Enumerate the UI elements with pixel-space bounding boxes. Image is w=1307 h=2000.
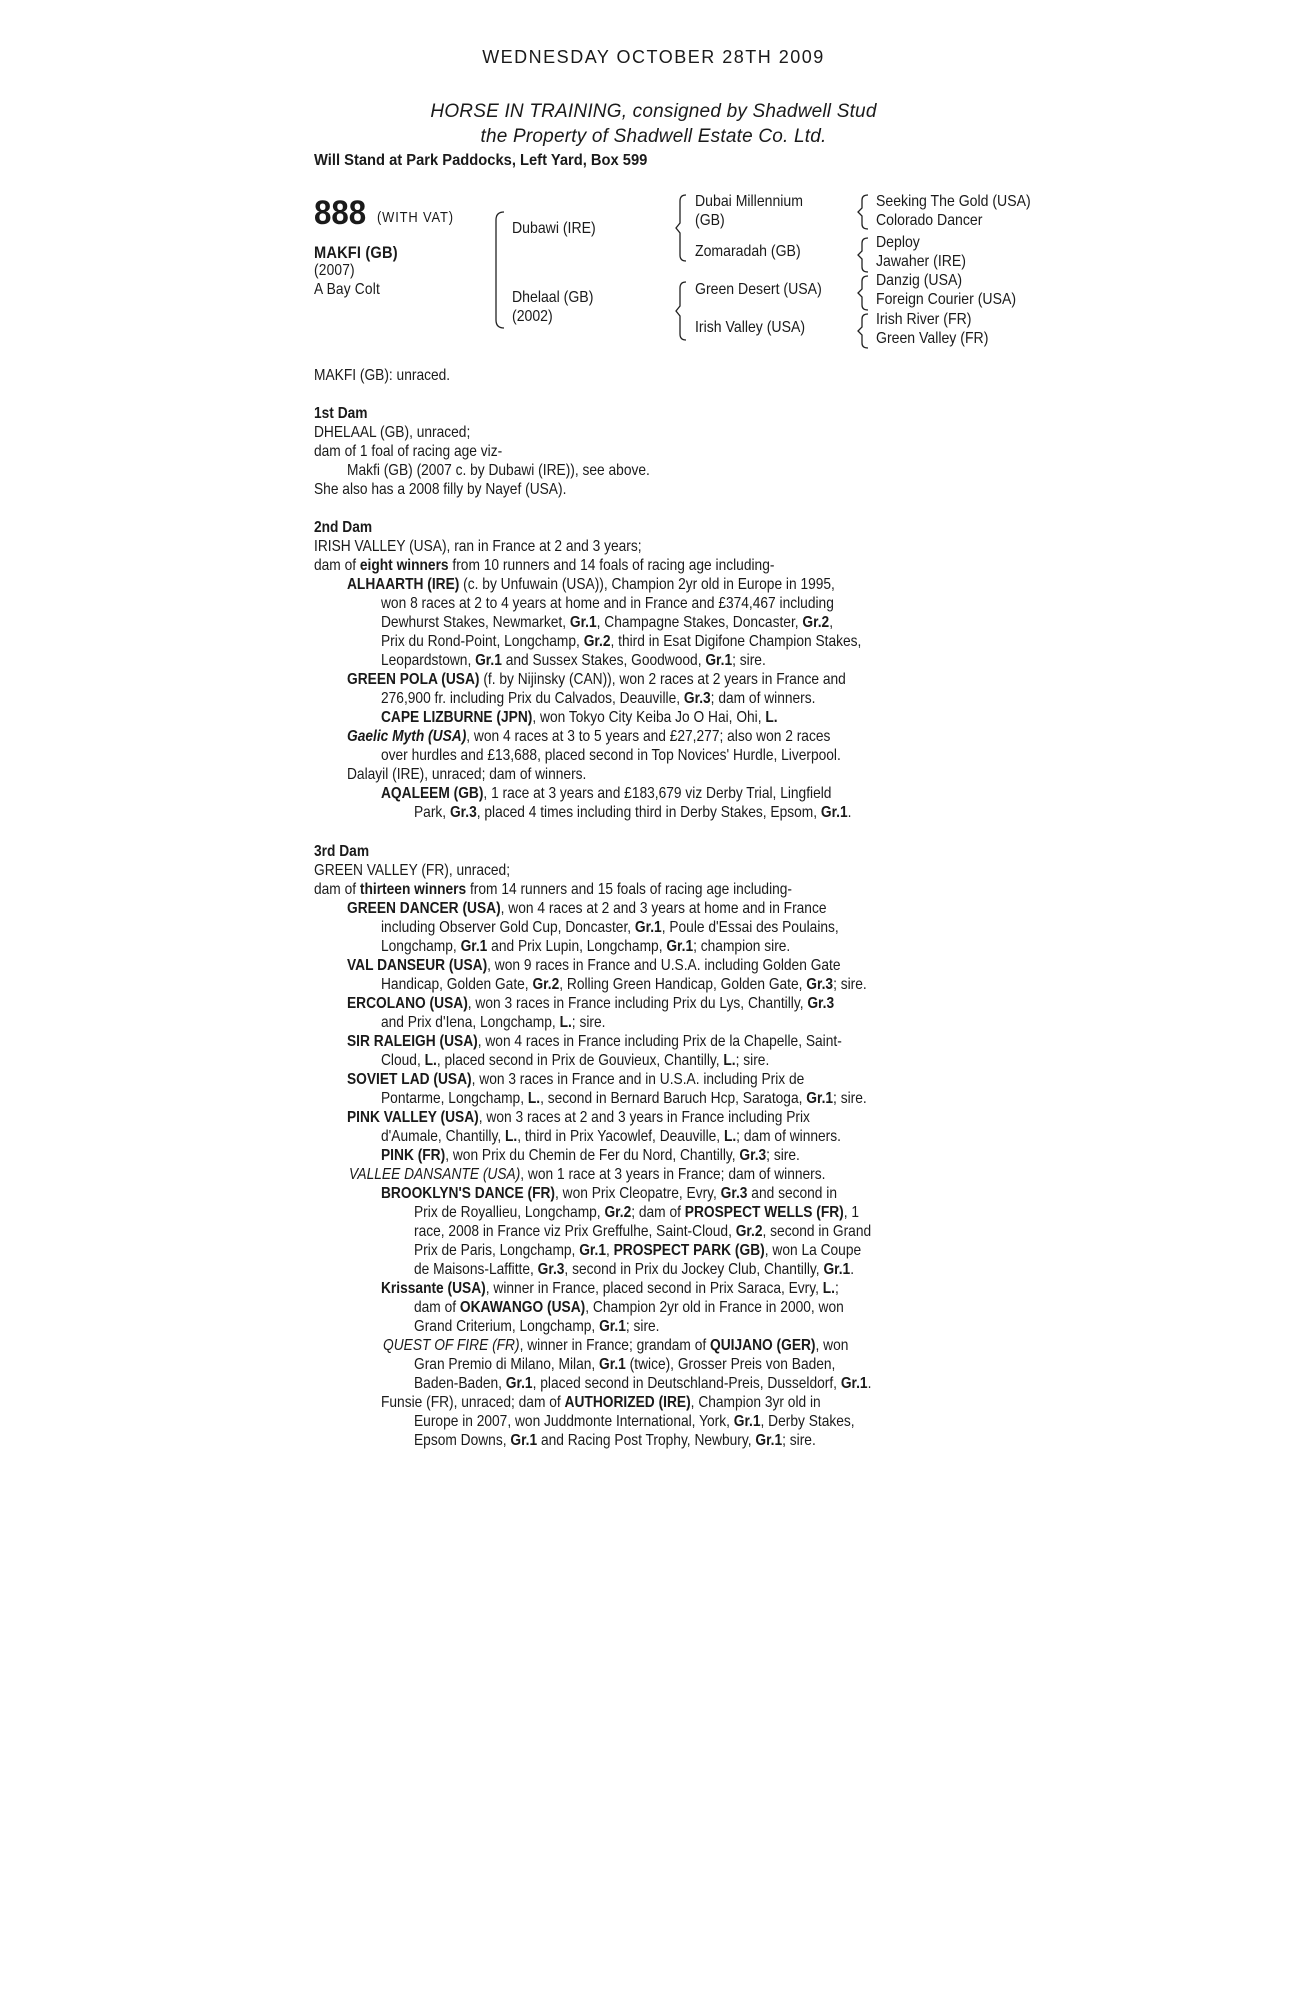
pedigree-g4: Jawaher (IRE)	[876, 253, 966, 270]
produce-entry-line: Park, Gr.3, placed 4 times including third in Derby Stakes, Epsom, Gr.1.	[414, 804, 852, 821]
produce-entry-line: Cloud, L., placed second in Prix de Gouvieux, Chantilly, L.; sire.	[381, 1052, 770, 1069]
pedigree-sire-dam: Zomaradah (GB)	[695, 243, 801, 260]
produce-entry-line: over hurdles and £13,688, placed second in Top Novices' Hurdle, Liverpool.	[381, 747, 841, 764]
consignor-line-2: the Property of Shadwell Estate Co. Ltd.	[480, 126, 827, 147]
produce-entry-line: Grand Criterium, Longchamp, Gr.1; sire.	[414, 1318, 660, 1335]
produce-entry: QUEST OF FIRE (FR), winner in France; grandam of QUIJANO (GER), won	[383, 1337, 849, 1354]
sale-date: WEDNESDAY OCTOBER 28TH 2009	[482, 47, 825, 67]
produce-entry: Krissante (USA), winner in France, placed second in Prix Saraca, Evry, L.;	[381, 1280, 839, 1297]
pedigree-brace-g3	[856, 274, 872, 312]
first-dam-line: dam of 1 foal of racing age viz-	[314, 443, 503, 460]
produce-entry-line: Longchamp, Gr.1 and Prix Lupin, Longchamp, Gr.1; champion sire.	[381, 938, 791, 955]
pedigree-dam-dam: Irish Valley (USA)	[695, 319, 806, 336]
pedigree-sire-sire: Dubai Millennium	[695, 193, 803, 210]
pedigree-brace-main	[490, 210, 510, 330]
produce-entry: Dalayil (IRE), unraced; dam of winners.	[347, 766, 587, 783]
produce-entry-line: 276,900 fr. including Prix du Calvados, Deauville, Gr.3; dam of winners.	[381, 690, 816, 707]
produce-entry: AQALEEM (GB), 1 race at 3 years and £183,679 viz Derby Trial, Lingfield	[381, 785, 832, 802]
produce-entry-line: d'Aumale, Chantilly, L., third in Prix Yacowlef, Deauville, L.; dam of winners.	[381, 1128, 841, 1145]
pedigree-g1: Seeking The Gold (USA)	[876, 193, 1031, 210]
third-dam-line: dam of thirteen winners from 14 runners and 15 foals of racing age including-	[314, 881, 793, 898]
produce-entry-line: de Maisons-Laffitte, Gr.3, second in Prix du Jockey Club, Chantilly, Gr.1.	[414, 1261, 855, 1278]
pedigree-g5: Danzig (USA)	[876, 272, 963, 289]
produce-entry: PINK (FR), won Prix du Chemin de Fer du Nord, Chantilly, Gr.3; sire.	[381, 1147, 800, 1164]
second-dam-line: dam of eight winners from 10 runners and 14 foals of racing age including-	[314, 557, 775, 574]
pedigree-brace-g1	[856, 193, 872, 231]
pedigree-sire: Dubawi (IRE)	[512, 220, 596, 237]
third-dam-line: GREEN VALLEY (FR), unraced;	[314, 862, 511, 879]
produce-entry: SIR RALEIGH (USA), won 4 races in France including Prix de la Chapelle, Saint-	[347, 1033, 842, 1050]
second-dam-heading: 2nd Dam	[314, 519, 373, 536]
pedigree-g6: Foreign Courier (USA)	[876, 291, 1017, 308]
pedigree-dam: Dhelaal (GB)	[512, 289, 594, 306]
pedigree-brace-g2	[856, 236, 872, 274]
lot-number: 888	[314, 194, 367, 232]
produce-entry: GREEN POLA (USA) (f. by Nijinsky (CAN)), won 2 races at 2 years in France and	[347, 671, 846, 688]
produce-entry-line: won 8 races at 2 to 4 years at home and in France and £374,467 including	[381, 595, 834, 612]
pedigree-brace-dam	[674, 280, 692, 342]
produce-entry: CAPE LIZBURNE (JPN), won Tokyo City Keiba Jo O Hai, Ohi, L.	[381, 709, 778, 726]
first-dam-line: Makfi (GB) (2007 c. by Dubawi (IRE)), see above.	[347, 462, 650, 479]
produce-entry-line: race, 2008 in France viz Prix Greffulhe, Saint-Cloud, Gr.2, second in Grand	[414, 1223, 872, 1240]
produce-entry-line: Handicap, Golden Gate, Gr.2, Rolling Green Handicap, Golden Gate, Gr.3; sire.	[381, 976, 867, 993]
pedigree-dam-year: (2002)	[512, 308, 553, 325]
produce-entry: SOVIET LAD (USA), won 3 races in France and in U.S.A. including Prix de	[347, 1071, 805, 1088]
produce-entry-line: Gran Premio di Milano, Milan, Gr.1 (twice), Grosser Preis von Baden,	[414, 1356, 836, 1373]
vat-note: (WITH VAT)	[377, 209, 454, 226]
produce-entry: Gaelic Myth (USA), won 4 races at 3 to 5 years and £27,277; also won 2 races	[347, 728, 831, 745]
third-dam-heading: 3rd Dam	[314, 843, 370, 860]
produce-entry-line: and Prix d'Iena, Longchamp, L.; sire.	[381, 1014, 606, 1031]
produce-entry-line: dam of OKAWANGO (USA), Champion 2yr old in France in 2000, won	[414, 1299, 844, 1316]
pedigree-g3: Deploy	[876, 234, 920, 251]
pedigree-g8: Green Valley (FR)	[876, 330, 989, 347]
first-dam-line: She also has a 2008 filly by Nayef (USA).	[314, 481, 567, 498]
produce-entry-line: Pontarme, Longchamp, L., second in Bernard Baruch Hcp, Saratoga, Gr.1; sire.	[381, 1090, 867, 1107]
produce-entry: VAL DANSEUR (USA), won 9 races in France and U.S.A. including Golden Gate	[347, 957, 841, 974]
race-record: MAKFI (GB): unraced.	[314, 367, 451, 384]
produce-entry: Funsie (FR), unraced; dam of AUTHORIZED (IRE), Champion 3yr old in	[381, 1394, 821, 1411]
consignor-line-1: HORSE IN TRAINING, consigned by Shadwell Stud	[430, 101, 877, 122]
produce-entry-line: Leopardstown, Gr.1 and Sussex Stakes, Goodwood, Gr.1; sire.	[381, 652, 766, 669]
produce-entry: PINK VALLEY (USA), won 3 races at 2 and 3 years in France including Prix	[347, 1109, 810, 1126]
produce-entry: VALLEE DANSANTE (USA), won 1 race at 3 years in France; dam of winners.	[349, 1166, 826, 1183]
produce-entry-line: Prix de Paris, Longchamp, Gr.1, PROSPECT PARK (GB), won La Coupe	[414, 1242, 862, 1259]
produce-entry-line: Prix du Rond-Point, Longchamp, Gr.2, third in Esat Digifone Champion Stakes,	[381, 633, 862, 650]
pedigree-sire-sire-country: (GB)	[695, 212, 725, 229]
produce-entry: ALHAARTH (IRE) (c. by Unfuwain (USA)), Champion 2yr old in Europe in 1995,	[347, 576, 835, 593]
first-dam-line: DHELAAL (GB), unraced;	[314, 424, 471, 441]
first-dam-heading: 1st Dam	[314, 405, 368, 422]
produce-entry-line: Dewhurst Stakes, Newmarket, Gr.1, Champagne Stakes, Doncaster, Gr.2,	[381, 614, 834, 631]
produce-entry: ERCOLANO (USA), won 3 races in France including Prix du Lys, Chantilly, Gr.3	[347, 995, 835, 1012]
produce-entry-line: Baden-Baden, Gr.1, placed second in Deutschland-Preis, Dusseldorf, Gr.1.	[414, 1375, 872, 1392]
produce-entry-line: Prix de Royallieu, Longchamp, Gr.2; dam of PROSPECT WELLS (FR), 1	[414, 1204, 860, 1221]
produce-entry-line: including Observer Gold Cup, Doncaster, Gr.1, Poule d'Essai des Poulains,	[381, 919, 839, 936]
second-dam-line: IRISH VALLEY (USA), ran in France at 2 and 3 years;	[314, 538, 642, 555]
horse-name: MAKFI (GB)	[314, 243, 398, 262]
stand-location: Will Stand at Park Paddocks, Left Yard, Box 599	[314, 152, 648, 169]
produce-entry-line: Europe in 2007, won Juddmonte International, York, Gr.1, Derby Stakes,	[414, 1413, 855, 1430]
pedigree-dam-sire: Green Desert (USA)	[695, 281, 822, 298]
pedigree-brace-g4	[856, 312, 872, 350]
pedigree-g2: Colorado Dancer	[876, 212, 983, 229]
pedigree-brace-sire	[674, 193, 692, 265]
pedigree-g7: Irish River (FR)	[876, 311, 972, 328]
horse-year: (2007)	[314, 262, 355, 279]
produce-entry: GREEN DANCER (USA), won 4 races at 2 and 3 years at home and in France	[347, 900, 827, 917]
produce-entry-line: Epsom Downs, Gr.1 and Racing Post Trophy, Newbury, Gr.1; sire.	[414, 1432, 816, 1449]
horse-description: A Bay Colt	[314, 281, 380, 298]
produce-entry: BROOKLYN'S DANCE (FR), won Prix Cleopatre, Evry, Gr.3 and second in	[381, 1185, 837, 1202]
